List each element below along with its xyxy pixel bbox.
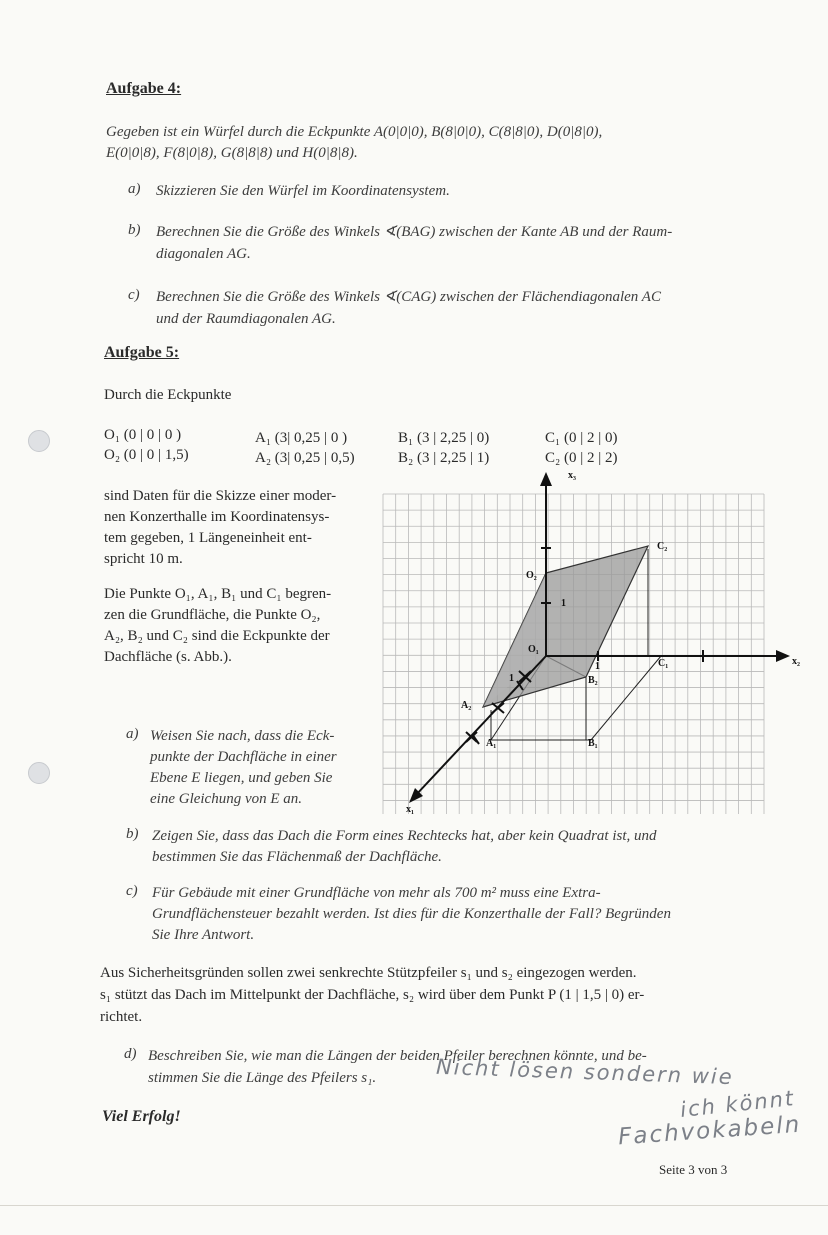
aufgabe4-b-text-2: diagonalen AG. (156, 246, 251, 262)
aufgabe5-para2-3: A₂, B₂ und C₂ sind die Eckpunkte der (104, 628, 330, 644)
punch-hole-top (28, 430, 50, 452)
coordinate-figure (378, 466, 818, 820)
aufgabe5-para2-4: Dachfläche (s. Abb.). (104, 649, 232, 665)
point-B2: B₂ (3 | 2,25 | 1) (398, 450, 490, 466)
label-O1: O₁ (528, 644, 539, 655)
point-O2: O₂ (0 | 0 | 1,5) (104, 447, 189, 463)
x3-arrow-icon (540, 472, 552, 486)
aufgabe5-para2-1: Die Punkte O₁, A₁, B₁ und C₁ begren- (104, 586, 332, 602)
point-O1: O₁ (0 | 0 | 0 ) (104, 427, 182, 443)
aufgabe5-a-text-4: eine Gleichung von E an. (150, 791, 303, 807)
label-O2: O₂ (526, 570, 537, 581)
aufgabe5-para1-1: sind Daten für die Skizze einer moder- (104, 488, 337, 504)
aufgabe5-title: Aufgabe 5: (104, 344, 180, 361)
aufgabe5-c-text-3: Sie Ihre Antwort. (152, 927, 255, 943)
aufgabe5-c-label: c) (126, 883, 138, 899)
x2-arrow-icon (776, 650, 790, 662)
aufgabe5-intro: Durch die Eckpunkte (104, 387, 232, 403)
point-C1: C₁ (0 | 2 | 0) (545, 430, 618, 446)
label-one-x1: 1 (509, 673, 514, 684)
aufgabe5-para1-2: nen Konzerthalle im Koordinatensys- (104, 509, 330, 525)
aufgabe4-a-text: Skizzieren Sie den Würfel im Koordinatensystem. (156, 183, 450, 199)
aufgabe5-a-label: a) (126, 726, 139, 742)
aufgabe5-b-text-1: Zeigen Sie, dass das Dach die Form eines Rechtecks hat, aber kein Quadrat ist, und (152, 828, 657, 844)
aufgabe5-a-text-3: Ebene E liegen, und geben Sie (150, 770, 333, 786)
label-A1: A₁ (486, 738, 497, 749)
aufgabe5-d-text-1: Beschreiben Sie, wie man die Längen der beiden Pfeiler berechnen könnte, und be- (148, 1048, 647, 1064)
aufgabe5-a-text-1: Weisen Sie nach, dass die Eck- (150, 728, 335, 744)
point-A1: A₁ (3| 0,25 | 0 ) (255, 430, 348, 446)
aufgabe4-intro-line1: Gegeben ist ein Würfel durch die Eckpunkte A(0|0|0), B(8|0|0), C(8|8|0), D(0|8|0), (106, 124, 603, 140)
page-number: Seite 3 von 3 (659, 1162, 728, 1177)
paper-fold (0, 1205, 828, 1206)
aufgabe4-b-text-1: Berechnen Sie die Größe des Winkels ∢(BAG) zwischen der Kante AB und der Raum- (156, 224, 673, 240)
label-x2: x₂ (792, 656, 800, 667)
label-x3: x₃ (568, 470, 576, 481)
label-one-x3: 1 (561, 598, 566, 609)
aufgabe4-b-label: b) (128, 222, 141, 238)
aufgabe4-c-text-2: und der Raumdiagonalen AG. (156, 311, 336, 327)
label-C1: C₁ (658, 658, 669, 669)
safety-text-1: Aus Sicherheitsgründen sollen zwei senkrechte Stützpfeiler s₁ und s₂ eingezogen werden. (100, 965, 637, 981)
aufgabe5-b-label: b) (126, 826, 139, 842)
safety-text-3: richtet. (100, 1009, 143, 1025)
aufgabe4-a-label: a) (128, 181, 141, 197)
aufgabe4-title: Aufgabe 4: (106, 80, 182, 97)
aufgabe4-c-text-1: Berechnen Sie die Größe des Winkels ∢(CAG) zwischen der Flächendiagonalen AC (156, 289, 661, 305)
punch-hole-bottom (28, 762, 50, 784)
label-A2: A₂ (461, 700, 472, 711)
label-one-x2: 1 (595, 661, 600, 672)
handwriting-line3: Fachvokabeln (617, 1111, 803, 1151)
aufgabe5-a-text-2: punkte der Dachfläche in einer (150, 749, 337, 765)
label-x1: x₁ (406, 804, 414, 815)
aufgabe5-c-text-2: Grundflächensteuer bezahlt werden. Ist dies für die Konzerthalle der Fall? Begründen (152, 906, 671, 922)
safety-text-2: s₁ stützt das Dach im Mittelpunkt der Dachfläche, s₂ wird über dem Punkt P (1 | 1,5 | 0) er- (100, 987, 645, 1003)
aufgabe5-d-text-2: stimmen Sie die Länge des Pfeilers s₁. (148, 1070, 377, 1086)
aufgabe4-intro-line2: E(0|0|8), F(8|0|8), G(8|8|8) und H(0|8|8). (106, 145, 358, 161)
aufgabe5-para1-3: tem gegeben, 1 Längeneinheit ent- (104, 530, 312, 546)
label-B2: B₂ (588, 675, 598, 686)
aufgabe4-c-label: c) (128, 287, 140, 303)
point-A2: A₂ (3| 0,25 | 0,5) (255, 450, 355, 466)
point-C2: C₂ (0 | 2 | 2) (545, 450, 618, 466)
aufgabe5-b-text-2: bestimmen Sie das Flächenmaß der Dachfläche. (152, 849, 442, 865)
aufgabe5-d-label: d) (124, 1046, 137, 1062)
point-B1: B₁ (3 | 2,25 | 0) (398, 430, 490, 446)
label-B1: B₁ (588, 738, 598, 749)
handwriting-line1: Nicht lösen sondern wie (435, 1054, 735, 1090)
handwriting-line2: ich könnt (679, 1086, 797, 1122)
label-C2: C₂ (657, 541, 668, 552)
aufgabe5-c-text-1: Für Gebäude mit einer Grundfläche von mehr als 700 m² muss eine Extra- (152, 885, 601, 901)
aufgabe5-para1-4: spricht 10 m. (104, 551, 183, 567)
aufgabe5-para2-2: zen die Grundfläche, die Punkte O₂, (104, 607, 321, 623)
closing-text: Viel Erfolg! (102, 1108, 181, 1125)
